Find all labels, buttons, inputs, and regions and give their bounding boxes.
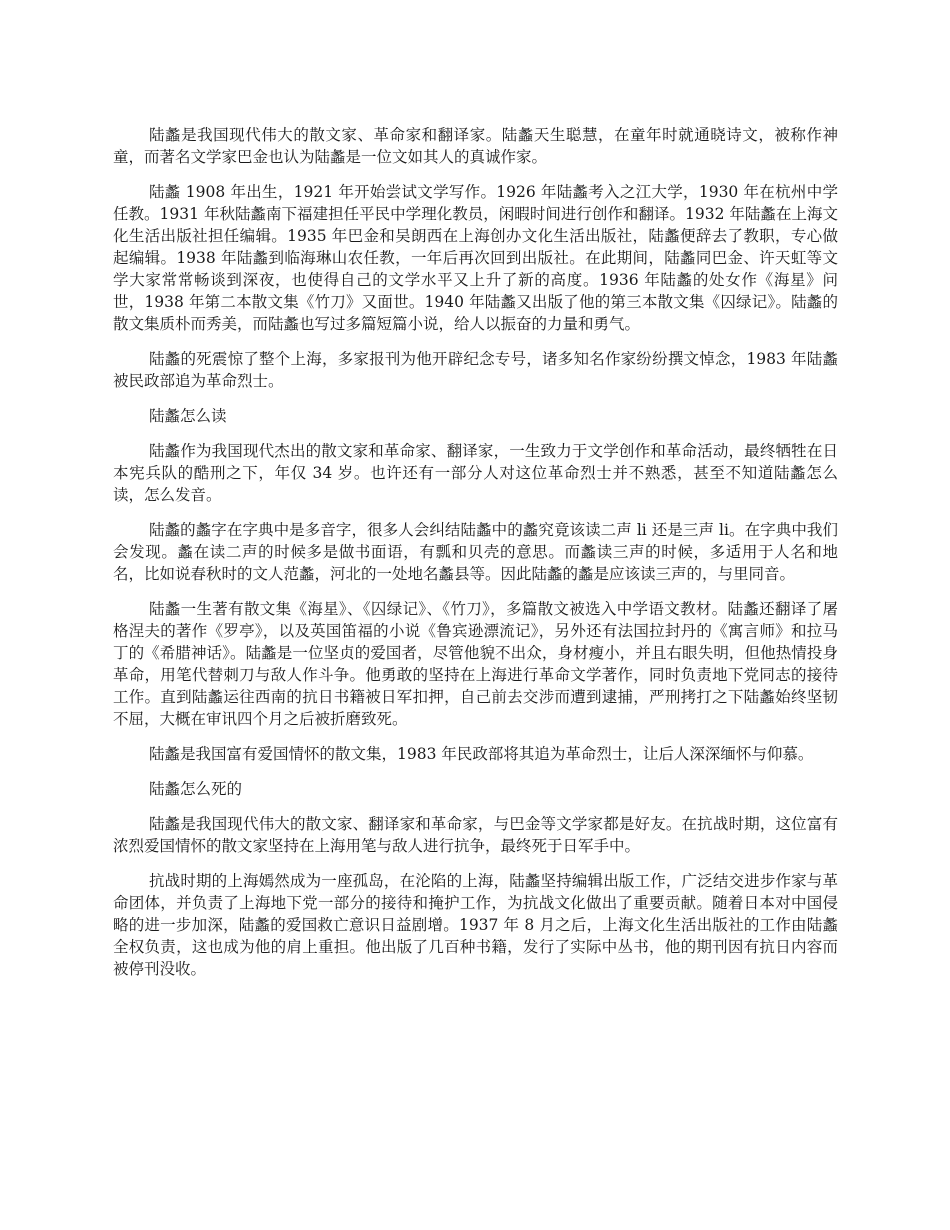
document-body bbox=[113, 124, 838, 993]
paragraph-death-intro: 陆蠡是我国现代伟大的散文家、翻译家和革命家，与巴金等文学家都是好友。在抗战时期，这位富有浓烈爱国情怀的散文家坚持在上海用笔与敌人进行抗争，最终死于日军手中。 bbox=[113, 815, 838, 855]
section-heading-pronunciation: 陆蠡怎么读 bbox=[149, 407, 227, 425]
section-heading-death: 陆蠡怎么死的 bbox=[149, 780, 243, 798]
paragraph-pronunciation-detail: 陆蠡的蠡字在字典中是多音字，很多人会纠结陆蠡中的蠡究竟该读二声 li 还是三声 li。在字典中我们会发现。蠡在读二声的时候多是做书面语，有瓢和贝壳的意思。而蠡读三声的时候，多适用于人名和地名，比如说春秋时的文人范蠡，河北的一处地名蠡县等。因此陆蠡的蠡是应该读三声的，与里同音。 bbox=[113, 521, 838, 583]
paragraph-death-impact: 陆蠡的死震惊了整个上海，多家报刊为他开辟纪念专号，诸多知名作家纷纷撰文悼念，1983 年陆蠡被民政部追为革命烈士。 bbox=[113, 350, 838, 390]
paragraph-works: 陆蠡一生著有散文集《海星》、《囚绿记》、《竹刀》，多篇散文被选入中学语文教材。陆蠡还翻译了屠格涅夫的著作《罗亭》，以及英国笛福的小说《鲁宾逊漂流记》，另外还有法国拉封丹的《寓言师》和拉马丁的《希腊神话》。陆蠡是一位坚贞的爱国者，尽管他貌不出众，身材瘦小，并且右眼失明，但他热情投身革命，用笔代替刺刀与敌人作斗争。他勇敢的坚持在上海进行革命文学著作，同时负责地下党同志的接待工作。直到陆蠡运往西南的抗日书籍被日军扣押，自己前去交涉而遭到逮捕，严刑拷打之下陆蠡始终坚韧不屈，大概在审讯四个月之后被折磨致死。 bbox=[113, 600, 838, 728]
paragraph-biography: 陆蠡 1908 年出生，1921 年开始尝试文学写作。1926 年陆蠡考入之江大学，1930 年在杭州中学任教。1931 年秋陆蠡南下福建担任平民中学理化教员，闲暇时间进行创作和翻译。1932 年陆蠡在上海文化生活出版社担任编辑。1935 年巴金和吴朗西在上海创办文化生活出版社，陆蠡便辞去了教职，专心做起编辑。1938 年陆蠡到临海琳山农任教，一年后再次回到出版社。在此期间，陆蠡同巴金、许天虹等文学大家常常畅谈到深夜，也使得自己的文学水平又上升了新的高度。1936 年陆蠡的处女作《海星》问世，1938 年第二本散文集《竹刀》又面世。1940 年陆蠡又出版了他的第三本散文集《囚绿记》。陆蠡的散文集质朴而秀美，而陆蠡也写过多篇短篇小说，给人以振奋的力量和勇气。 bbox=[113, 183, 838, 333]
paragraph-wartime: 抗战时期的上海嫣然成为一座孤岛，在沦陷的上海，陆蠡坚持编辑出版工作，广泛结交进步作家与革命团体，并负责了上海地下党一部分的接待和掩护工作，为抗战文化做出了重要贡献。随着日本对中国侵略的进一步加深，陆蠡的爱国救亡意识日益剧增。1937 年 8 月之后，上海文化生活出版社的工作由陆蠡全权负责，这也成为他的肩上重担。他出版了几百种书籍，发行了实际中丛书，他的期刊因有抗日内容而被停刊没收。 bbox=[113, 872, 838, 978]
paragraph-legacy: 陆蠡是我国富有爱国情怀的散文集，1983 年民政部将其追为革命烈士，让后人深深缅怀与仰慕。 bbox=[149, 745, 814, 763]
paragraph-intro: 陆蠡是我国现代伟大的散文家、革命家和翻译家。陆蠡天生聪慧，在童年时就通晓诗文，被称作神童，而著名文学家巴金也认为陆蠡是一位文如其人的真诚作家。 bbox=[113, 126, 838, 166]
paragraph-pronunciation-intro: 陆蠡作为我国现代杰出的散文家和革命家、翻译家，一生致力于文学创作和革命活动，最终牺牲在日本宪兵队的酷刑之下，年仅 34 岁。也许还有一部分人对这位革命烈士并不熟悉，甚至不知道陆蠡怎么读，怎么发音。 bbox=[113, 442, 838, 504]
